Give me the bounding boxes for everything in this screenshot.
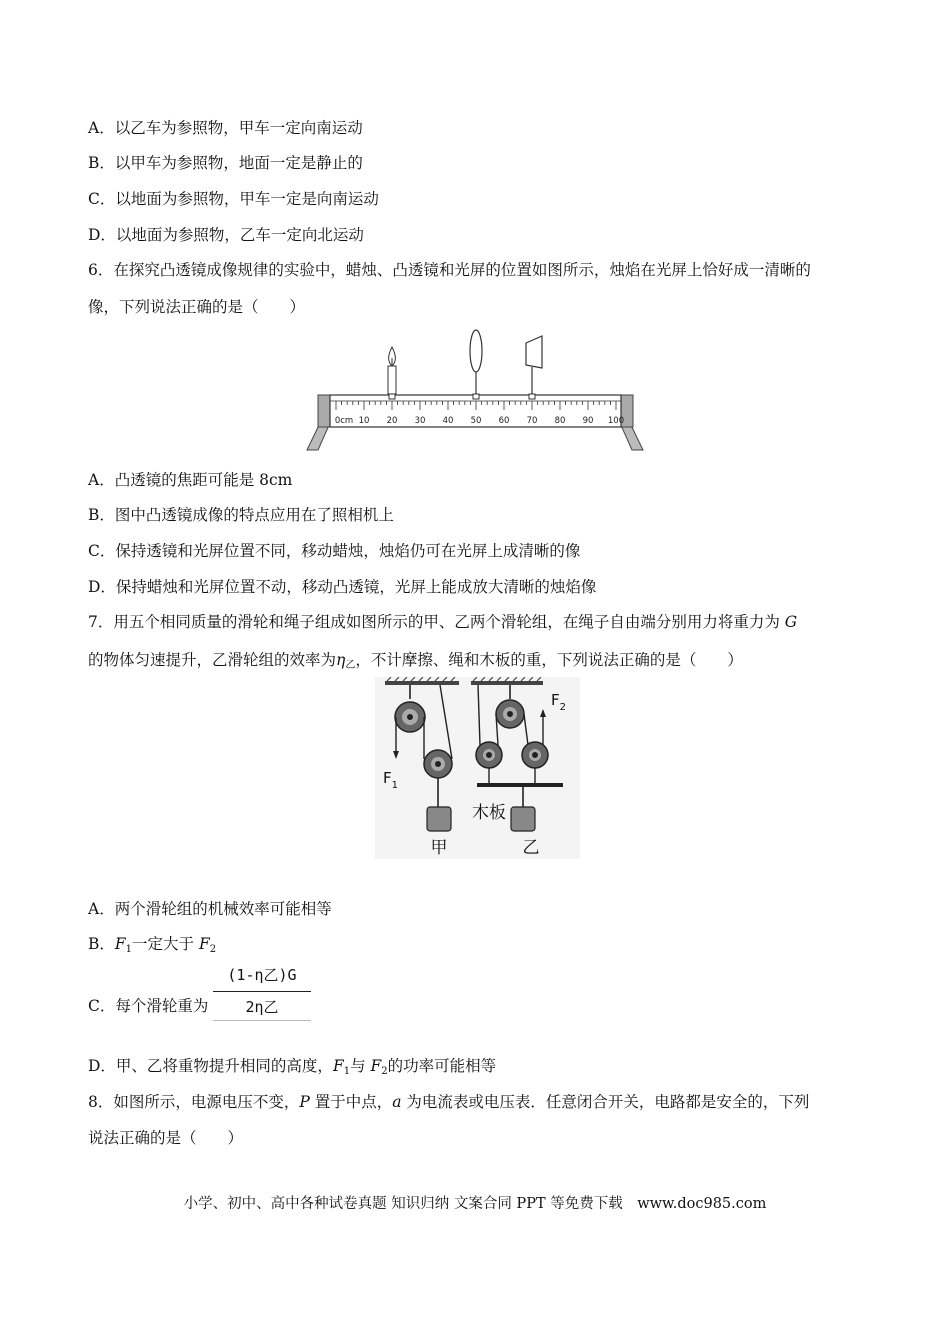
ruler-tick-label: 20	[386, 416, 398, 426]
ruler-tick-label: 90	[582, 416, 594, 426]
label-yi: 乙	[522, 838, 540, 858]
q7-option-a: A．两个滑轮组的机械效率可能相等	[88, 900, 332, 918]
q7-stem-line2: 的物体匀速提升，乙滑轮组的效率为$\eta_乙$，不计摩擦、绳和木板的重，下列说法正确的是（ ）	[88, 651, 743, 671]
left-movable-pulley	[424, 750, 452, 778]
q7-stem-line1: 7．用五个相同质量的滑轮和绳子组成如图所示的甲、乙两个滑轮组，在绳子自由端分别用力将重力为 G	[88, 613, 798, 631]
ruler-tick-label: 70	[526, 416, 538, 426]
wooden-board	[477, 783, 563, 787]
board-label: 木板	[472, 803, 506, 823]
right-movable-pulley-1	[476, 742, 502, 768]
q5-option-b: B．以甲车为参照物，地面一定是静止的	[88, 154, 363, 172]
q8-stem-line2: 说法正确的是（ ）	[88, 1129, 244, 1147]
q7-option-b: B．$F_1$一定大于 $F_2$	[88, 935, 217, 955]
q6-option-b: B．图中凸透镜成像的特点应用在了照相机上	[88, 506, 394, 524]
ruler-tick-label: 60	[498, 416, 510, 426]
q6-option-c: C．保持透镜和光屏位置不同，移动蜡烛，烛焰仍可在光屏上成清晰的像	[88, 542, 581, 560]
q7-option-c: C．每个滑轮重为	[88, 997, 209, 1015]
ruler-tick-label: 0cm	[334, 416, 354, 426]
ruler-tick-label: 50	[470, 416, 482, 426]
candle	[388, 347, 396, 399]
q5-option-c: C．以地面为参照物，甲车一定是向南运动	[88, 190, 379, 208]
q5-option-a: A．以乙车为参照物，甲车一定向南运动	[88, 119, 363, 137]
right-fixed-pulley	[496, 700, 524, 728]
page-footer: 小学、初中、高中各种试卷真题 知识归纳 文案合同 PPT 等免费下载 www.doc985.com	[183, 1196, 767, 1212]
convex-lens	[470, 330, 482, 399]
right-weight	[511, 807, 535, 831]
f1-label: $F_1$	[383, 769, 399, 791]
bench-left-end	[318, 395, 330, 427]
pulley-system-figure	[375, 677, 580, 859]
left-weight	[427, 807, 451, 831]
q6-option-d: D．保持蜡烛和光屏位置不动，移动凸透镜，光屏上能成放大清晰的烛焰像	[88, 578, 597, 596]
q6-stem-line2: 像，下列说法正确的是（ ）	[88, 298, 306, 316]
f2-label: $F_2$	[551, 691, 567, 713]
ruler-tick-label: 10	[358, 416, 370, 426]
optical-bench-figure	[300, 325, 650, 455]
fraction-denominator: 2η乙	[245, 998, 279, 1016]
ruler-tick-label: 100	[607, 416, 625, 426]
right-movable-pulley-2	[522, 742, 548, 768]
q8-stem-line1: 8．如图所示，电源电压不变，P 置于中点，a 为电流表或电压表．任意闭合开关，电路都是安全的，下列	[88, 1093, 810, 1111]
pulley-weight-fraction	[213, 960, 311, 1022]
q5-option-d: D．以地面为参照物，乙车一定向北运动	[88, 226, 364, 244]
ruler-tick-label: 30	[414, 416, 426, 426]
ruler-tick-label: 40	[442, 416, 454, 426]
q7-option-d: D．甲、乙将重物提升相同的高度，$F_1$与 $F_2$的功率可能相等	[88, 1057, 497, 1077]
fraction-numerator: (1-η乙)G	[227, 966, 297, 984]
q6-option-a: A．凸透镜的焦距可能是 8cm	[88, 471, 293, 489]
q6-stem-line1: 6．在探究凸透镜成像规律的实验中，蜡烛、凸透镜和光屏的位置如图所示，烛焰在光屏上恰好成一清晰的	[88, 261, 811, 279]
light-screen	[526, 336, 542, 399]
label-jia: 甲	[430, 838, 448, 858]
ruler-tick-label: 80	[554, 416, 566, 426]
left-fixed-pulley	[395, 702, 425, 732]
